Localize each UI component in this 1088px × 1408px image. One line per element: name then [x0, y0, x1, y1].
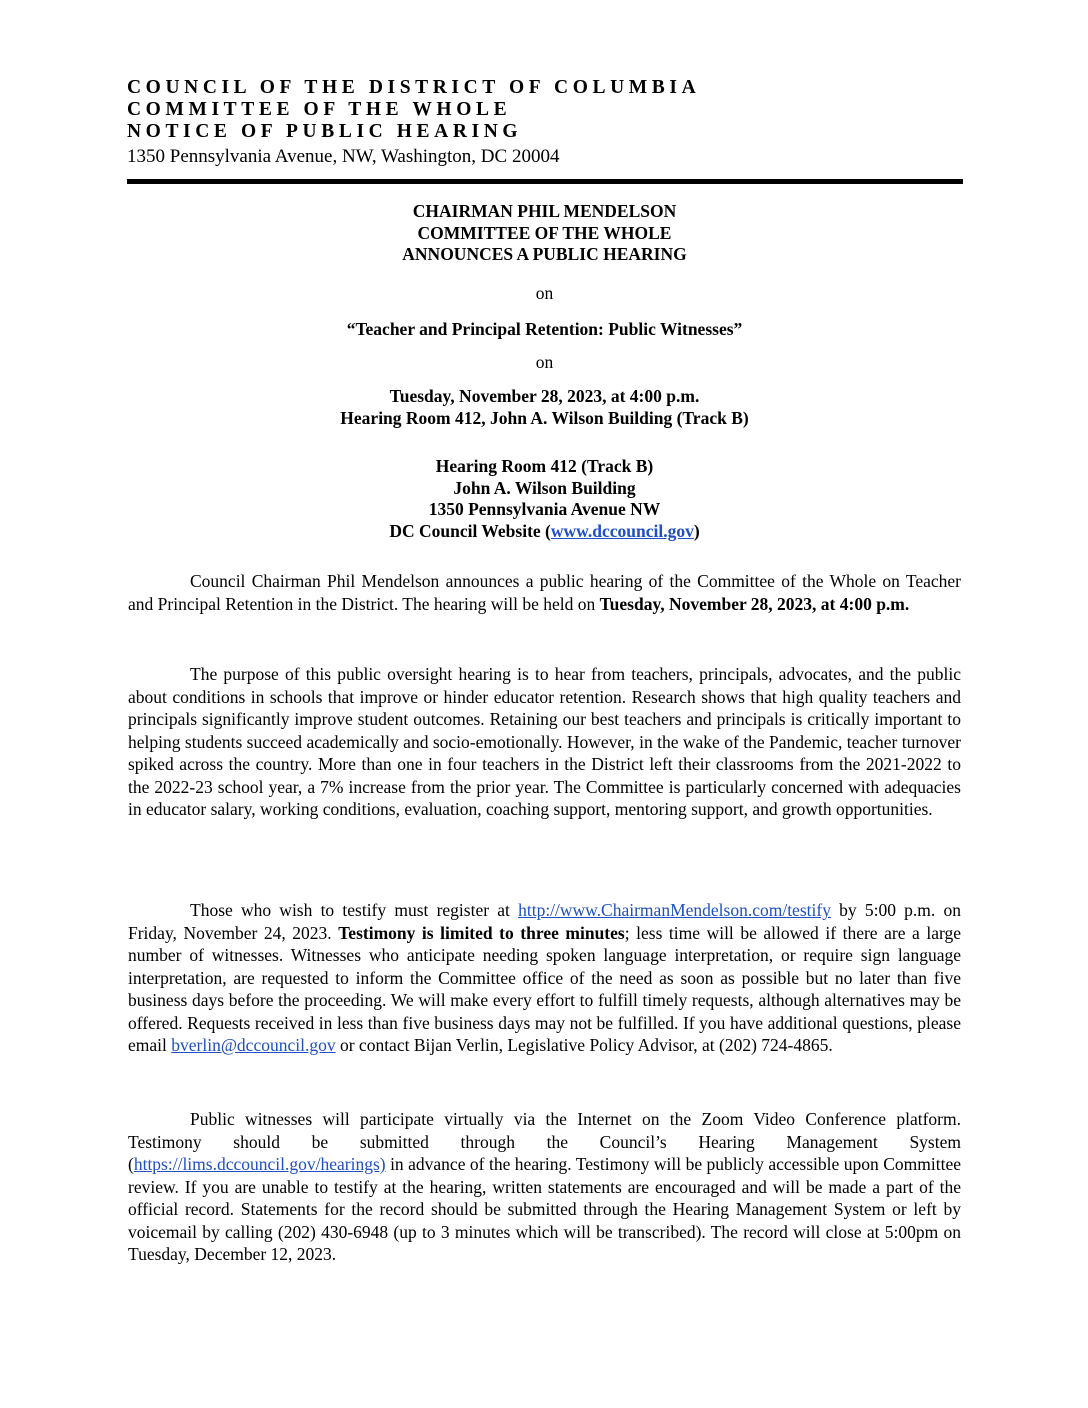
hearing-date-bold: Tuesday, November 28, 2023, at 4:00 p.m. — [599, 593, 910, 614]
paragraph-purpose: The purpose of this public oversight hearing is to hear from teachers, principals, advocates, and the public about conditions in schools that improve or hinder educator retention. Research shows that high quality teachers and principals significantly improve student outcomes. Retaining our best teachers and principals is critically important to helping students succeed academically and socio-emotionally. However, in the wake of the Pandemic, teacher turnover spiked across the country. More than one in four teachers in the District left their classrooms from the 2021-2022 to the 2022-23 school year, a 7% increase from the prior year. The Committee is particularly concerned with adequacies in educator salary, working conditions, evaluation, coaching support, mentoring support, and growth opportunities. — [128, 664, 961, 819]
location-building: John A. Wilson Building — [453, 477, 636, 498]
paragraph-virtual: Public witnesses will participate virtually via the Internet on the Zoom Video Conference platform. Testimony should be submitted through the Council’s Hearing Management System (https://lims.dccouncil.gov/hearings) in advance of the hearing. Testimony will be publicly accessible upon Committee review. If you are unable to testify at the hearing, written statements are encouraged and will be made a part of the official record. Statements for the record should be submitted through the Hearing Management System or left by voicemail by calling (202) 430-6948 (up to 3 minutes which will be transcribed). The record will close at 5:00pm on Tuesday, December 12, 2023. — [128, 1109, 961, 1264]
header-rule — [127, 179, 963, 184]
paragraph-testify: Those who wish to testify must register at http://www.ChairmanMendelson.com/testify by 5:00 p.m. on Friday, November 24, 2023. Testimony is limited to three minutes; less time will be allowed if there are a large number of witnesses. Witnesses who anticipate needing spoken language interpretation, or require sign language interpretation, are requested to inform the Committee office of the need as soon as possible but no later than five business days before the proceeding. We will make every effort to fulfill timely requests, although alternatives may be offered. Requests received in less than five business days may not be fulfilled. If you have additional questions, please email bverlin@dccouncil.gov or contact Bijan Verlin, Legislative Policy Advisor, at (202) 724-4865. — [128, 900, 961, 1055]
announcement-chairman: CHAIRMAN PHIL MENDELSON — [412, 201, 677, 221]
register-link[interactable]: http://www.ChairmanMendelson.com/testify — [518, 900, 831, 920]
email-link[interactable]: bverlin@dccouncil.gov — [171, 1035, 336, 1055]
website-link[interactable]: www.dccouncil.gov — [550, 520, 694, 541]
masthead — [127, 77, 962, 168]
location-room: Hearing Room 412 (Track B) — [435, 456, 654, 476]
announcement-hearing: ANNOUNCES A PUBLIC HEARING — [402, 244, 687, 264]
paragraph-intro: Council Chairman Phil Mendelson announces a public hearing of the Committee of the Whole on Teacher and Principal Retention in the District. The hearing will be held on Tuesday, November 28, 2023, at 4:00 p.m. — [128, 571, 961, 614]
on-text-2: on — [535, 352, 554, 372]
announcement-committee: COMMITTEE OF THE WHOLE — [417, 222, 672, 243]
location-address: 1350 Pennsylvania Avenue NW — [428, 499, 661, 519]
masthead-address: 1350 Pennsylvania Avenue, NW, Washington, DC 20004 — [127, 146, 560, 167]
on-text-1: on — [535, 283, 554, 303]
hearing-datetime-block — [127, 386, 962, 429]
hearing-room: Hearing Room 412, John A. Wilson Building (Track B) — [340, 407, 749, 428]
time-limit-bold: Testimony is limited to three minutes — [338, 922, 625, 943]
hearings-link[interactable]: https://lims.dccouncil.gov/hearings) — [133, 1154, 386, 1174]
masthead-council: COUNCIL OF THE DISTRICT OF COLUMBIA — [127, 77, 701, 98]
location-website: DC Council Website (www.dccouncil.gov) — [389, 520, 700, 541]
announcement-header — [127, 201, 962, 266]
location-block — [127, 456, 962, 542]
masthead-committee: COMMITTEE OF THE WHOLE — [127, 99, 512, 120]
hearing-title: “Teacher and Principal Retention: Public Witnesses” — [346, 319, 743, 339]
hearing-date: Tuesday, November 28, 2023, at 4:00 p.m. — [389, 386, 700, 406]
masthead-notice: NOTICE OF PUBLIC HEARING — [127, 121, 523, 142]
